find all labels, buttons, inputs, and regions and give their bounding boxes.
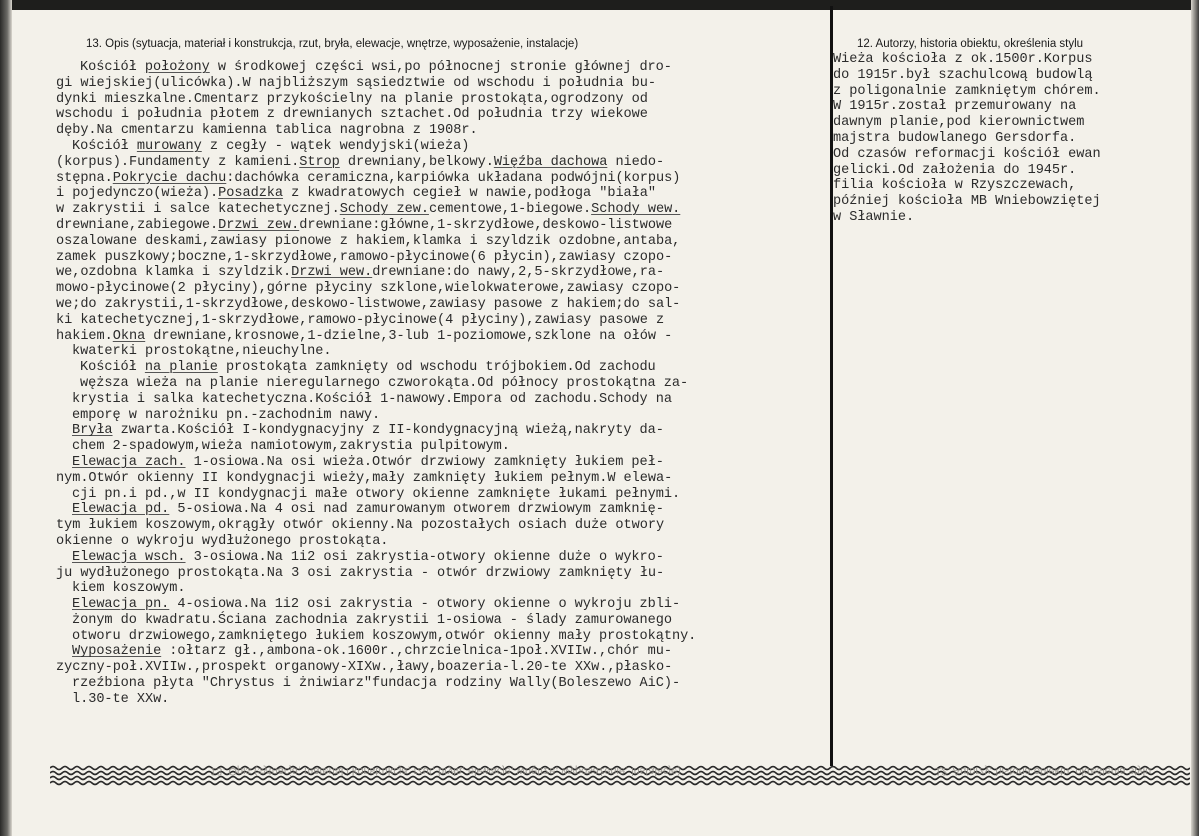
text-line bbox=[56, 692, 696, 708]
text-segment: Kościół bbox=[80, 60, 145, 75]
text-line bbox=[56, 313, 696, 329]
text-line bbox=[56, 408, 696, 424]
text-segment: drewniane:do nawy,2,5-skrzydłowe,ra- bbox=[372, 265, 665, 281]
text-line bbox=[56, 155, 696, 171]
text-segment: w zakrystii i salce katechetycznej. bbox=[56, 202, 340, 218]
text-segment: l.30-te XXw. bbox=[72, 691, 170, 707]
text-line bbox=[56, 644, 696, 660]
text-segment: rzeźbiona płyta "Chrystus i żniwiarz"fundacja rodziny Wally(Boleszewo AiC)- bbox=[72, 676, 681, 692]
text-line bbox=[56, 423, 696, 439]
text-line bbox=[56, 518, 696, 534]
underlined-heading: Więźba dachowa bbox=[493, 154, 608, 170]
text-segment: drewniane,zabiegowe. bbox=[56, 217, 219, 233]
underlined-heading: Elewacja zach. bbox=[72, 454, 186, 470]
text-line bbox=[56, 502, 696, 518]
text-segment: i pojedynczo(wieża). bbox=[56, 186, 219, 202]
text-line bbox=[56, 471, 696, 487]
text-line bbox=[56, 297, 696, 313]
text-line bbox=[56, 581, 696, 597]
text-segment: cementowe,1-biegowe. bbox=[428, 202, 592, 218]
text-segment: prostokąta zamknięty od wschodu trójbokiem.Od zachodu bbox=[217, 360, 656, 376]
text-segment: 5-osiowa.Na 4 osi nad zamurowanym otworem drzwiowym zamknię- bbox=[169, 502, 664, 518]
text-line: majstra budowlanego Gersdorfa. bbox=[833, 130, 1077, 146]
underlined-heading: Elewacja pd. bbox=[72, 502, 170, 518]
text-segment: ki katechetycznej,1-skrzydłowe,ramowo-płycinowe(4 płyciny),zawiasy pasowe z bbox=[56, 312, 665, 328]
text-line bbox=[56, 265, 696, 281]
text-line: w Sławnie. bbox=[833, 209, 915, 225]
section-13-header: 13. Opis (sytuacja, materiał i konstrukcja, rzut, bryła, elewacje, wnętrze, wyposażenie, instalacje) bbox=[86, 38, 579, 50]
text-segment: zwarta.Kościół I-kondygnacyjny z II-kondygnacyjną wieżą,nakryty da- bbox=[112, 423, 664, 439]
text-line: Od czasów reformacji kościół ewan bbox=[833, 146, 1101, 162]
text-line bbox=[56, 534, 696, 550]
text-line bbox=[56, 107, 696, 123]
text-segment: 3-osiowa.Na 1i2 osi zakrystia-otwory okienne duże o wykro- bbox=[185, 549, 664, 565]
underlined-heading: Posadzka bbox=[218, 186, 284, 202]
text-segment: kwaterki prostokątne,nieuchylne. bbox=[72, 344, 332, 360]
underlined-heading: położony bbox=[144, 60, 210, 75]
text-segment: wschodu i południa płotem z drewnianych sztachet.Od południa trzy wiekowe bbox=[56, 107, 648, 123]
text-line bbox=[56, 455, 696, 471]
text-segment: emporę w narożniku pn.-zachodnim nawy. bbox=[72, 407, 381, 423]
underlined-heading: Bryła bbox=[72, 423, 113, 439]
text-line bbox=[56, 76, 696, 92]
text-line bbox=[56, 60, 696, 76]
description-text bbox=[56, 60, 696, 708]
text-line: Wieża kościoła z ok.1500r.Korpus bbox=[833, 52, 1093, 67]
mirrored-footer-right: 12. Autorzy, historia obiektu, określenia stylu bbox=[935, 765, 1152, 777]
text-segment: hakiem. bbox=[56, 328, 113, 344]
text-line bbox=[56, 218, 696, 234]
text-segment: we,ozdobna klamka i szyldzik. bbox=[56, 265, 292, 281]
text-segment: węższa wieża na planie nieregularnego czworokąta.Od północy prostokątna za- bbox=[80, 375, 689, 391]
text-line: później kościoła MB Wniebowziętej bbox=[833, 194, 1101, 210]
text-segment: dęby.Na cmentarzu kamienna tablica nagrobna z 1908r. bbox=[56, 123, 478, 139]
text-line bbox=[56, 139, 696, 155]
mirrored-footer-left: 13. Opis (sytuacja, materiał i konstrukcja, rzut, bryła, elewacje, wnętrze, wyposażenie, instalacje) bbox=[210, 765, 681, 777]
scan-edge-right bbox=[1191, 0, 1199, 836]
text-segment: Kościół bbox=[80, 360, 145, 376]
text-line bbox=[56, 376, 696, 392]
text-line bbox=[56, 360, 696, 376]
text-segment: tym łukiem koszowym,okrągły otwór okienny.Na pozostałych osiach duże otwory bbox=[56, 518, 665, 534]
text-line bbox=[56, 660, 696, 676]
underlined-heading: na planie bbox=[144, 360, 218, 376]
text-segment: z kwadratowych cegieł w nawie,podłoga "biała" bbox=[283, 186, 656, 202]
text-segment: (korpus).Fundamenty z kamieni. bbox=[56, 154, 300, 170]
text-segment: gi wiejskiej(ulicówka).W najbliższym sąsiedztwie od wschodu i południa bu- bbox=[56, 75, 656, 91]
text-line bbox=[56, 392, 696, 408]
text-segment: kiem koszowym. bbox=[72, 581, 186, 597]
scan-edge-top bbox=[0, 0, 1199, 10]
section-12-header: 12. Autorzy, historia obiektu, określenia stylu bbox=[857, 38, 1084, 50]
text-line bbox=[56, 487, 696, 503]
text-line: z poligonalnie zamkniętym chórem. bbox=[833, 83, 1101, 99]
text-segment: niedo- bbox=[607, 154, 665, 170]
text-segment: krystia i salka katechetyczna.Kościół 1-nawowy.Empora od zachodu.Schody na bbox=[72, 391, 672, 407]
text-line: filia kościoła w Rzyszczewach, bbox=[833, 178, 1077, 194]
text-segment: oszalowane deskami,zawiasy pionowe z hakiem,klamka i szyldzik ozdobne,antaba, bbox=[56, 233, 681, 249]
underlined-heading: Schody wew. bbox=[591, 202, 681, 218]
underlined-heading: Drzwi zew. bbox=[218, 217, 300, 233]
text-segment: drewniany,belkowy. bbox=[339, 154, 494, 170]
text-segment: mowo-płycinowe(2 płyciny),górne płyciny szklone,wielokwaterowe,zawiasy czopo- bbox=[56, 281, 681, 297]
underlined-heading: Wyposażenie bbox=[72, 644, 162, 660]
text-segment: drewniane:główne,1-skrzydłowe,deskowo-listwowe bbox=[299, 217, 673, 233]
text-segment: zamek puszkowy;boczne,1-skrzydłowe,ramowo-płycinowe(6 płycin),zawiasy czopo- bbox=[56, 249, 673, 265]
text-line bbox=[56, 329, 696, 345]
text-line bbox=[56, 566, 696, 582]
text-line bbox=[56, 202, 696, 218]
text-segment: 4-osiowa.Na 1i2 osi zakrystia - otwory okienne o wykroju zbli- bbox=[169, 597, 681, 613]
text-segment: stępna. bbox=[56, 170, 113, 186]
text-segment: dynki mieszkalne.Cmentarz przykościelny na planie prostokąta,ogrodzony od bbox=[56, 91, 648, 107]
text-segment: nym.Otwór okienny II kondygnacji wieży,mały zamknięty łukiem pełnym.W elewa- bbox=[56, 470, 673, 486]
text-line bbox=[56, 281, 696, 297]
text-line bbox=[56, 186, 696, 202]
text-line bbox=[56, 676, 696, 692]
text-line bbox=[56, 92, 696, 108]
underlined-heading: Elewacja wsch. bbox=[72, 549, 186, 565]
text-line bbox=[56, 250, 696, 266]
underlined-heading: Drzwi wew. bbox=[291, 265, 373, 281]
text-line bbox=[56, 344, 696, 360]
text-line: gelicki.Od założenia do 1945r. bbox=[833, 162, 1077, 178]
text-segment: okienne o wykroju wydłużonego prostokąta. bbox=[56, 533, 389, 549]
text-segment: we;do zakrystii,1-skrzydłowe,deskowo-listwowe,zawiasy pasowe z hakiem;do sal- bbox=[56, 296, 681, 312]
text-segment: zyczny-poł.XVIIw.,prospekt organowy-XIXw.,ławy,boazeria-l.20-te XXw.,płasko- bbox=[56, 660, 673, 676]
underlined-heading: Strop bbox=[299, 154, 340, 170]
text-segment: :ołtarz gł.,ambona-ok.1600r.,chrzcielnica-1poł.XVIIw.,chór mu- bbox=[161, 644, 672, 660]
underlined-heading: Okna bbox=[112, 328, 146, 344]
text-line bbox=[56, 597, 696, 613]
text-segment: Kościół bbox=[72, 138, 137, 154]
text-line bbox=[56, 439, 696, 455]
text-segment: 1-osiowa.Na osi wieża.Otwór drzwiowy zamknięty łukiem peł- bbox=[185, 454, 664, 470]
history-text bbox=[833, 52, 1101, 226]
text-line bbox=[56, 613, 696, 629]
text-segment: cji pn.i pd.,w II kondygnacji małe otwory okienne zamknięte łukami pełnymi. bbox=[72, 486, 681, 502]
text-line bbox=[56, 629, 696, 645]
text-segment: chem 2-spadowym,wieża namiotowym,zakrystia pulpitowym. bbox=[72, 439, 510, 455]
text-segment: drewniane,krosnowe,1-dzielne,3-lub 1-poziomowe,szklone na ołów - bbox=[145, 328, 673, 344]
underlined-heading: Pokrycie dachu bbox=[112, 170, 227, 186]
text-segment: z cegły - wątek wendyjski(wieża) bbox=[201, 138, 470, 154]
text-line bbox=[56, 234, 696, 250]
text-segment: żonym do kwadratu.Ściana zachodnia zakrystii 1-osiowa - ślady zamurowanego bbox=[72, 612, 672, 628]
underlined-heading: murowany bbox=[136, 138, 202, 154]
underlined-heading: Schody zew. bbox=[339, 202, 429, 218]
text-line bbox=[56, 550, 696, 566]
text-line: dawnym planie,pod kierownictwem bbox=[833, 115, 1085, 131]
scan-edge-left bbox=[0, 0, 12, 836]
text-segment: otworu drzwiowego,zamkniętego łukiem koszowym,otwór okienny mały prostokątny. bbox=[72, 628, 697, 644]
text-segment: w środkowej części wsi,po północnej stronie głównej dro- bbox=[209, 60, 672, 75]
text-line: W 1915r.został przemurowany na bbox=[833, 99, 1077, 115]
underlined-heading: Elewacja pn. bbox=[72, 597, 170, 613]
text-segment: ju wydłużonego prostokąta.Na 3 osi zakrystia - otwór drzwiowy zamknięty łu- bbox=[56, 565, 665, 581]
text-line bbox=[56, 171, 696, 187]
text-segment: :dachówka ceramiczna,karpiówka układana podwójni(korpus) bbox=[226, 170, 681, 186]
text-line bbox=[56, 123, 696, 139]
text-line: do 1915r.był szachulcową budowlą bbox=[833, 67, 1093, 83]
